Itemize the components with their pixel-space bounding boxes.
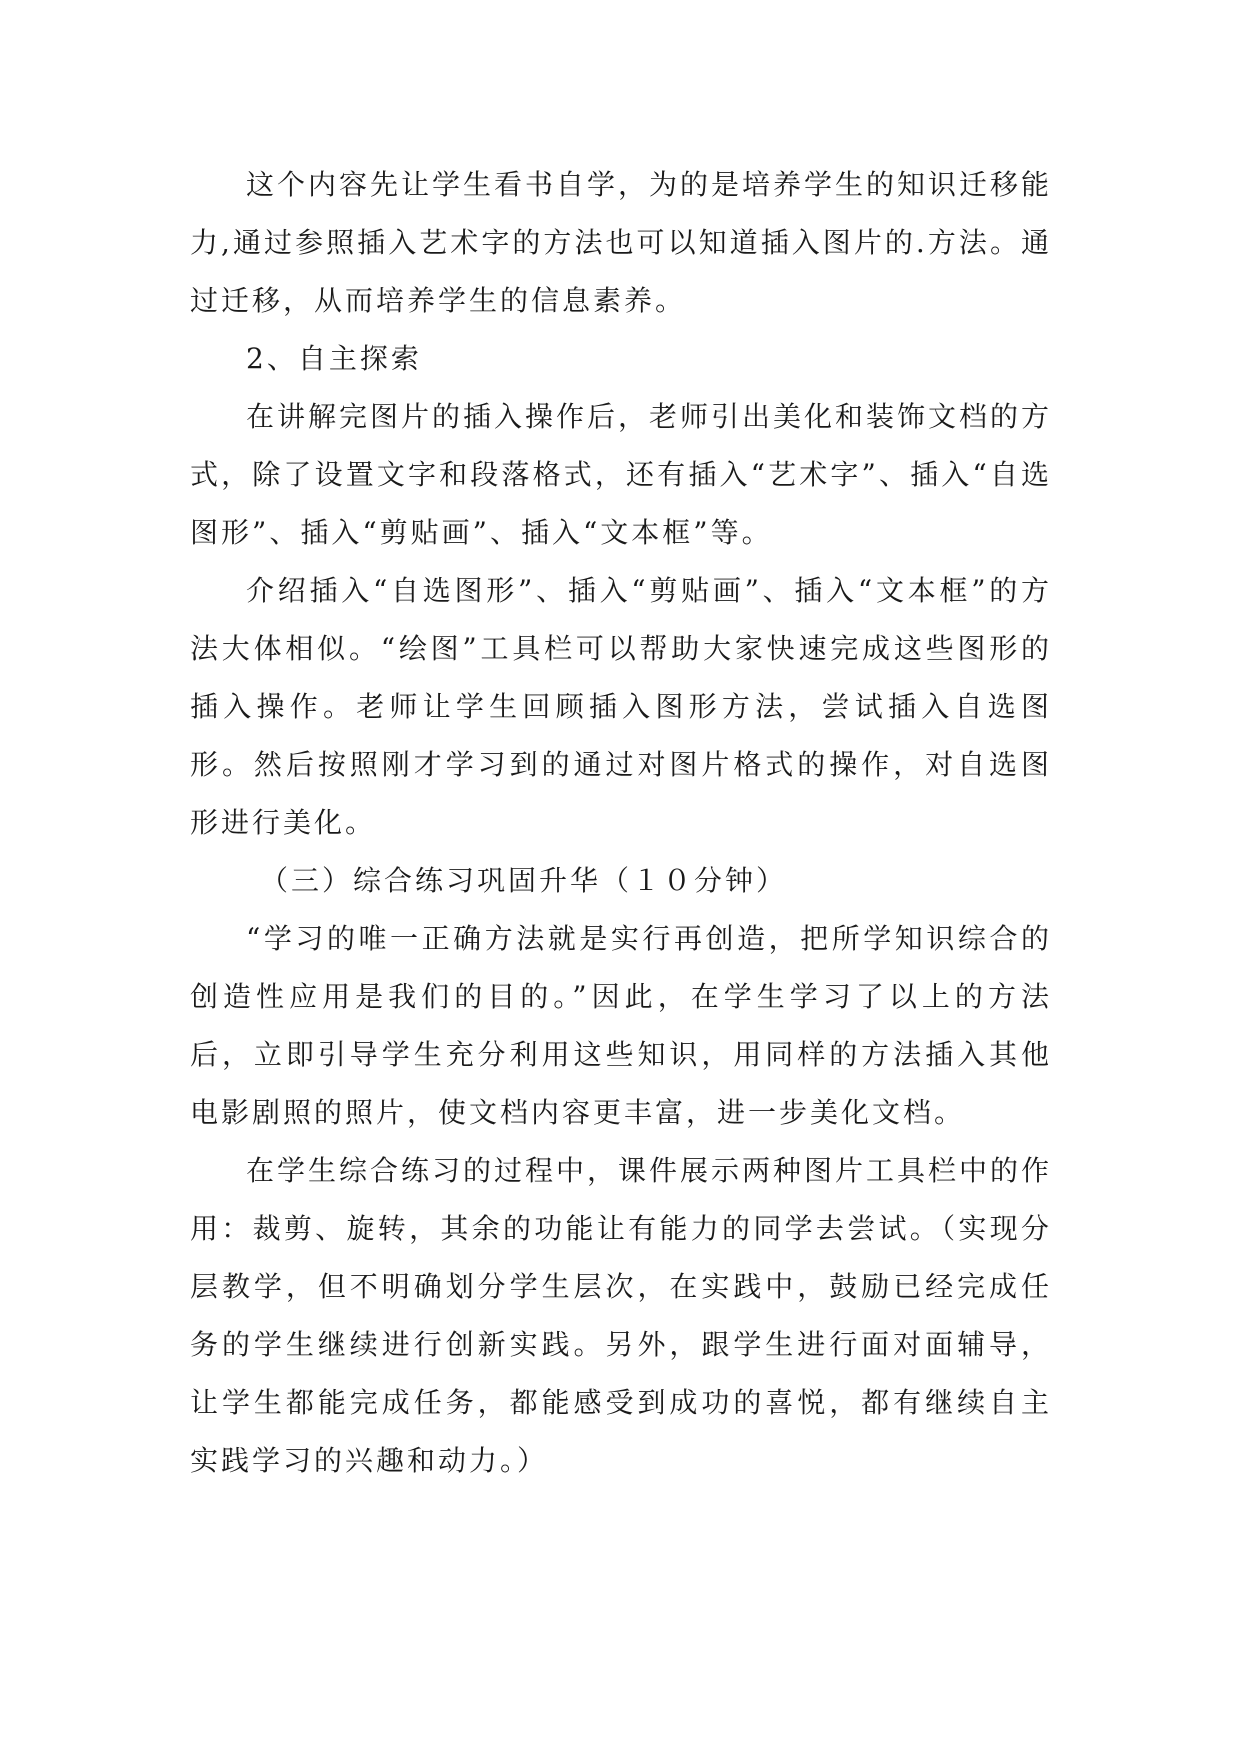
paragraph-layered-teaching: 在学生综合练习的过程中，课件展示两种图片工具栏中的作用：裁剪、旋转，其余的功能让有能力的同学去尝试。（实现分层教学，但不明确划分学生层次，在实践中，鼓励已经完成任务的学生继续进行创新实践。另外，跟学生进行面对面辅导，让学生都能完成任务，都能感受到成功的喜悦，都有继续自主实践学习的兴趣和动力。）: [190, 1154, 1053, 1477]
paragraph-quote-learning: “学习的唯一正确方法就是实行再创造，把所学知识综合的创造性应用是我们的目的。”因此，在学生学习了以上的方法后，立即引导学生充分利用这些知识，用同样的方法插入其他电影剧照的照片，使文档内容更丰富，进一步美化文档。: [190, 922, 1052, 1129]
paragraph-self-study: 这个内容先让学生看书自学，为的是培养学生的知识迁移能力,通过参照插入艺术字的方法也可以知道插入图片的.方法。通过迁移，从而培养学生的信息素养。: [190, 168, 1053, 317]
section-heading-practice: （三）综合练习巩固升华（１０分钟）: [260, 864, 788, 897]
document-body: [190, 156, 1052, 1490]
subheading-self-exploration: 2、自主探索: [246, 342, 422, 375]
paragraph-beautify-methods: 在讲解完图片的插入操作后，老师引出美化和装饰文档的方式，除了设置文字和段落格式，还有插入“艺术字”、插入“自选图形”、插入“剪贴画”、插入“文本框”等。: [190, 400, 1053, 549]
paragraph-insert-shapes: 介绍插入“自选图形”、插入“剪贴画”、插入“文本框”的方法大体相似。“绘图”工具栏可以帮助大家快速完成这些图形的插入操作。老师让学生回顾插入图形方法，尝试插入自选图形。然后按照刚才学习到的通过对图片格式的操作，对自选图形进行美化。: [190, 574, 1052, 839]
